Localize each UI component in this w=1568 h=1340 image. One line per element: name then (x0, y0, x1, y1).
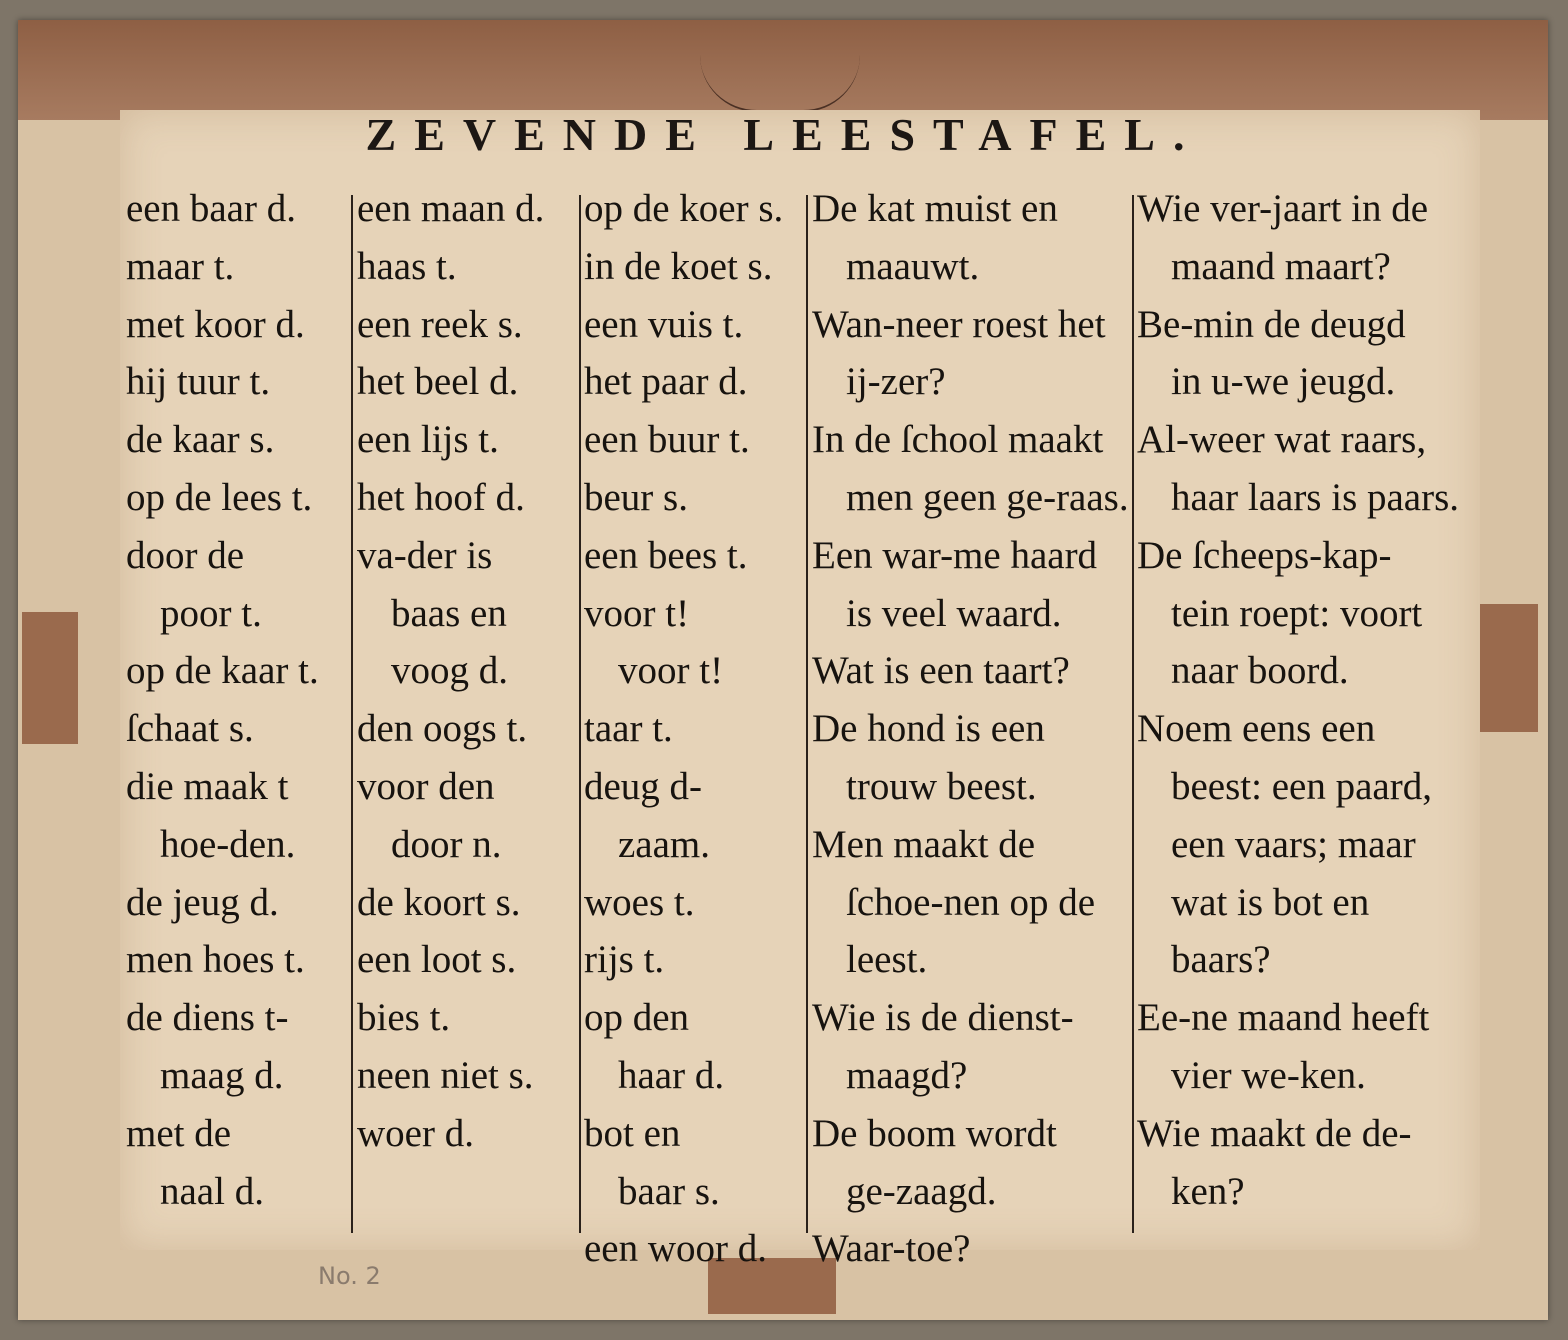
word-column-1 (126, 180, 319, 1220)
text-line: het paar d. (584, 360, 748, 404)
text-line: Be-min de deugd (1137, 302, 1406, 346)
text-line: ge-zaagd. (846, 1169, 997, 1213)
column-rule (806, 195, 808, 1233)
text-line: beur s. (584, 475, 688, 519)
text-line: men geen ge-raas. (846, 475, 1129, 519)
text-line: in u-we jeugd. (1171, 360, 1396, 404)
text-line: voog d. (391, 649, 508, 693)
text-line: naar boord. (1171, 649, 1349, 693)
text-line: beest: een paard, (1171, 764, 1432, 808)
text-line: baar s. (618, 1169, 720, 1213)
column-rule (1132, 195, 1134, 1233)
text-line: een reek s. (357, 302, 523, 346)
text-line: ſchoe-nen op de (846, 880, 1096, 924)
text-line: met koor d. (126, 302, 305, 346)
text-line: bot en (584, 1111, 681, 1155)
text-line: met de (126, 1111, 232, 1155)
sentence-column-5 (1137, 180, 1459, 1220)
text-line: is veel waard. (846, 591, 1062, 635)
sheet-title: ZEVENDE LEESTAFEL. (365, 109, 1203, 160)
text-line: die maak t (126, 764, 289, 808)
text-line: Wie maakt de de- (1137, 1111, 1412, 1155)
text-line: va-der is (357, 533, 493, 577)
text-line: baas en (391, 591, 507, 635)
text-line: leest. (846, 938, 928, 982)
text-line: de jeug d. (126, 880, 279, 924)
text-line: hij tuur t. (126, 360, 271, 404)
column-rule (351, 195, 353, 1233)
text-line: ken? (1171, 1169, 1245, 1213)
text-line: rijs t. (584, 938, 665, 982)
text-line: vier we-ken. (1171, 1053, 1366, 1097)
text-line: den oogs t. (357, 707, 528, 751)
handwritten-note: No. 2 (318, 1262, 381, 1290)
text-line: baars? (1171, 938, 1271, 982)
text-line: woes t. (584, 880, 695, 924)
word-column-3 (584, 180, 783, 1278)
text-line: maand maart? (1171, 244, 1391, 288)
text-line: De ſcheeps-kap- (1137, 533, 1392, 577)
text-line: de kaar s. (126, 418, 275, 462)
text-line: Een war-me haard (812, 533, 1098, 577)
text-line: haar laars is paars. (1171, 475, 1460, 519)
text-line: het beel d. (357, 360, 519, 404)
text-line: Wat is een taart? (812, 649, 1070, 693)
text-line: op de koer s. (584, 187, 784, 230)
text-line: door de (126, 533, 245, 577)
text-line: De kat muist en (812, 187, 1058, 230)
text-line: de diens t- (126, 996, 289, 1040)
text-line: deug d- (584, 764, 703, 808)
text-line: in de koet s. (584, 244, 773, 288)
text-line: door n. (391, 822, 502, 866)
text-line: ſchaat s. (126, 707, 254, 751)
text-line: Wie is de dienst- (812, 996, 1074, 1040)
text-line: op den (584, 996, 690, 1040)
text-line: een bees t. (584, 533, 748, 577)
text-line: het hoof d. (357, 475, 525, 519)
text-line: naal d. (160, 1169, 264, 1213)
text-line: Ee-ne maand heeft (1137, 996, 1430, 1040)
sentence-column-4 (812, 180, 1129, 1278)
text-line: taar t. (584, 707, 673, 751)
tape-right (1474, 604, 1538, 732)
text-line: trouw beest. (846, 764, 1037, 808)
text-line: woer d. (357, 1111, 474, 1155)
text-line: Noem eens een (1137, 707, 1376, 751)
text-line: Men maakt de (812, 822, 1036, 866)
text-line: maar t. (126, 244, 235, 288)
text-line: voor den (357, 764, 495, 808)
text-line: Waar-toe? (812, 1227, 971, 1271)
text-line: maauwt. (846, 244, 980, 288)
text-line: hoe-den. (160, 822, 296, 866)
text-line: een baar d. (126, 187, 296, 230)
text-line: wat is bot en (1171, 880, 1370, 924)
text-line: op de lees t. (126, 475, 313, 519)
text-line: Wan-neer roest het (812, 302, 1106, 346)
text-line: een vaars; maar (1171, 822, 1416, 866)
text-line: tein roept: voort (1171, 591, 1423, 635)
text-line: een vuis t. (584, 302, 744, 346)
text-line: ij-zer? (846, 360, 946, 404)
tape-left (22, 612, 78, 744)
column-rule (579, 195, 581, 1233)
text-line: maagd? (846, 1053, 968, 1097)
text-line: een lijs t. (357, 418, 499, 462)
text-line: men hoes t. (126, 938, 305, 982)
text-line: een woor d. (584, 1227, 768, 1271)
text-line: haar d. (618, 1053, 725, 1097)
text-line: voor t! (618, 649, 724, 693)
text-line: een loot s. (357, 938, 517, 982)
text-line: de koort s. (357, 880, 521, 924)
text-line: voor t! (584, 591, 690, 635)
text-line: maag d. (160, 1053, 284, 1097)
text-line: zaam. (618, 822, 711, 866)
text-line: Wie ver-jaart in de (1137, 187, 1429, 230)
text-line: een buur t. (584, 418, 750, 462)
text-line: een maan d. (357, 187, 545, 230)
text-line: neen niet s. (357, 1053, 534, 1097)
word-column-2 (357, 180, 544, 1163)
text-line: op de kaar t. (126, 649, 319, 693)
text-line: poor t. (160, 591, 262, 635)
text-line: bies t. (357, 996, 451, 1040)
text-line: Al-weer wat raars, (1137, 418, 1427, 462)
text-line: In de ſchool maakt (812, 418, 1104, 462)
text-line: De boom wordt (812, 1111, 1057, 1155)
text-line: De hond is een (812, 707, 1045, 751)
text-line: haas t. (357, 244, 457, 288)
